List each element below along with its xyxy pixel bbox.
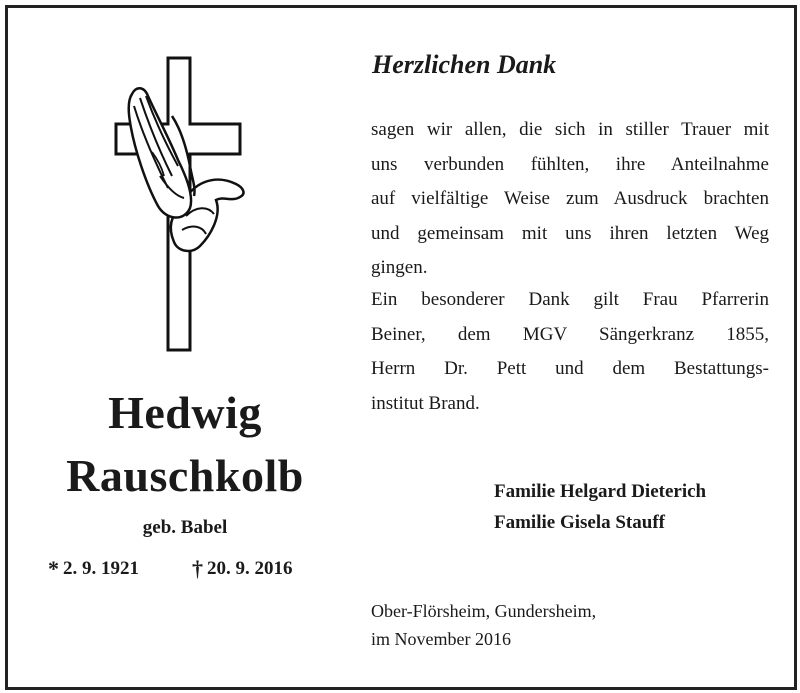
- birth-date-group: [48, 556, 139, 582]
- thanks-paragraph-2: [371, 283, 769, 421]
- death-cross-icon: †: [192, 556, 203, 581]
- deceased-first-name: Hedwig: [108, 387, 262, 438]
- date-line: im November 2016: [371, 629, 511, 649]
- cross-with-praying-hands-icon: [112, 56, 252, 356]
- maiden-name: geb. Babel: [142, 517, 228, 538]
- signature-family-2: Familie Gisela Stauff: [494, 512, 665, 533]
- deceased-last-name: Rauschkolb: [66, 450, 304, 501]
- paragraph-line: gingen.: [371, 257, 428, 278]
- paragraph-line: sagen wir allen, die sich in stiller Trauer mit: [371, 119, 769, 140]
- signature-family-1: Familie Helgard Dieterich: [494, 481, 707, 502]
- paragraph-line: institut Brand.: [371, 392, 480, 414]
- death-date-group: [192, 556, 293, 582]
- thanks-paragraph-1: [371, 113, 769, 286]
- birth-star-icon: *: [48, 556, 59, 581]
- thanks-heading: Herzlichen Dank: [372, 50, 557, 79]
- paragraph-line: und gemeinsam mit uns ihren letzten Weg: [371, 222, 769, 244]
- paragraph-line: Beiner, dem MGV Sängerkranz 1855,: [371, 323, 769, 345]
- paragraph-line: Herrn Dr. Pett und dem Bestattungs-: [371, 358, 769, 379]
- birth-date: 2. 9. 1921: [63, 558, 139, 579]
- paragraph-line: uns verbunden fühlten, ihre Anteilnahme: [371, 153, 769, 175]
- place-line: Ober-Flörsheim, Gundersheim,: [371, 601, 597, 621]
- paragraph-line: Ein besonderer Dank gilt Frau Pfarrerin: [371, 289, 769, 310]
- paragraph-line: auf vielfältige Weise zum Ausdruck brachten: [371, 188, 769, 209]
- death-date: 20. 9. 2016: [207, 558, 293, 579]
